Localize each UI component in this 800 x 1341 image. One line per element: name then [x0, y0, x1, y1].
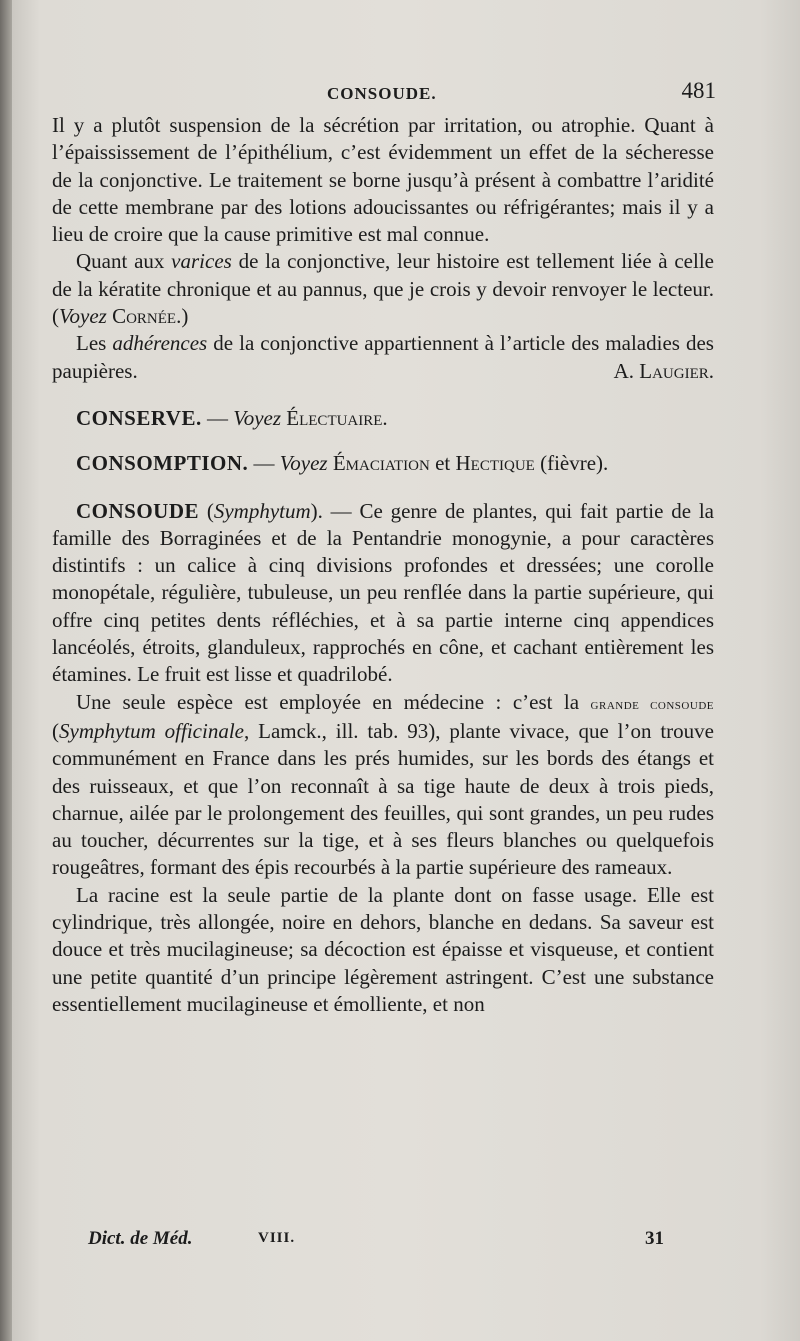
text-run: et [429, 451, 456, 476]
running-title: CONSOUDE. [327, 84, 437, 103]
page-number: 481 [681, 78, 716, 103]
entry-consoude [52, 498, 714, 689]
text-run: — [201, 405, 234, 430]
text-run: ( [199, 498, 214, 523]
text-run: ). — Ce genre de plantes, qui fait partie de la famille des Borraginées et de la Pentandrie monogynie, a pour caractères distintifs : un calice à cinq divisions profondes et dressées; une corolle monopétale, régulière, tubuleuse, un peu renflée dans la partie supérieure, qui offre cinq petites dents réfléchies, et à sa partie interne cinq appendices lancéolés, étroits, glanduleux, rapprochés en cône, et cachant entièrement les étamines. Le fruit est lisse et quadrilobé. [52, 498, 714, 687]
text-run: Une seule espèce est employée en médecine : c’est la [76, 689, 591, 714]
cross-reference-voyez: Voyez [233, 405, 282, 430]
italic-term: varices [171, 249, 232, 274]
page-footer [88, 1228, 664, 1258]
cross-reference-target: Hectique [455, 451, 535, 476]
text-run: — [248, 451, 280, 476]
text-run: de la conjonctive, leur histoire est tellement liée à celle de la kératite chronique et au pannus, que je crois y devoir renvoyer le lecteur. ( [52, 249, 714, 329]
latin-name: Symphytum officinale [59, 718, 244, 743]
text-run: ( [52, 718, 59, 743]
page-body [52, 112, 714, 1018]
cross-reference-target: Cornée.) [106, 304, 189, 329]
entry-headword: CONSOMPTION. [76, 451, 249, 476]
entry-conserve [52, 405, 714, 432]
paragraph-racine: La racine est la seule partie de la plante dont on fasse usage. Elle est cylindrique, très allongée, noire en dehors, blanche en dedans. Sa saveur est douce et très mucilagineuse; sa décoction est épaisse et visqueuse, et contient une petite quantité d’un principe légèrement astringent. C’est une substance essentiellement mucilagineuse et émolliente, et non [52, 882, 714, 1016]
cross-reference-voyez: Voyez [59, 304, 107, 329]
page-header [52, 78, 716, 110]
paragraph-epithelium: Il y a plutôt suspension de la sécrétion par irritation, ou atrophie. Quant à l’épaississement de l’épithélium, c’est évidemment un effet de la sécheresse de la conjonctive. Le traitement se borne jusqu’à présent à combattre l’aridité de cette membrane par des lotions adoucissantes ou réfrigérantes; mais il y a lieu de croire que la cause primitive est mal connue. [52, 113, 714, 247]
author-signature: A. Laugier. [613, 358, 714, 383]
cross-reference-target: Électuaire. [281, 405, 388, 430]
text-run: Quant aux [76, 249, 172, 274]
text-run: Les [76, 331, 113, 356]
paragraph-varices [52, 248, 714, 330]
signature-mark-title: Dict. de Méd. [88, 1228, 193, 1249]
species-name: grande consoude [590, 695, 714, 713]
italic-term: adhérences [112, 331, 208, 356]
cross-reference-target: Émaciation [327, 451, 430, 476]
text-run: de la conjonctive appartiennent à l’article des maladies des paupières. [52, 331, 714, 383]
text-run: (fièvre). [534, 451, 609, 476]
paragraph-adherences [52, 330, 714, 385]
signature-mark-sheet: 31 [645, 1228, 664, 1249]
entry-consomption [52, 450, 714, 477]
latin-name: Symphytum [213, 498, 311, 523]
text-run: , Lamck., ill. tab. 93), plante vivace, que l’on trouve communément en France dans les prés humides, sur les bords des étangs et des ruisseaux, et que l’on reconnaît à sa tige haute de deux à trois pieds, charnue, ailée par le prolongement des feuilles, qui sont grandes, un peu rudes au toucher, décurrentes sur la tige, et à ses fleurs blanches ou quelquefois rougeâtres, formant des épis recourbés à la partie supérieure des rameaux. [52, 718, 714, 880]
cross-reference-voyez: Voyez [279, 451, 328, 476]
entry-headword: CONSOUDE [76, 498, 200, 523]
entry-headword: CONSERVE. [76, 405, 202, 430]
page-gutter-shadow [0, 0, 12, 1341]
signature-mark-volume: VIII. [258, 1230, 296, 1246]
paragraph-species [52, 689, 714, 882]
